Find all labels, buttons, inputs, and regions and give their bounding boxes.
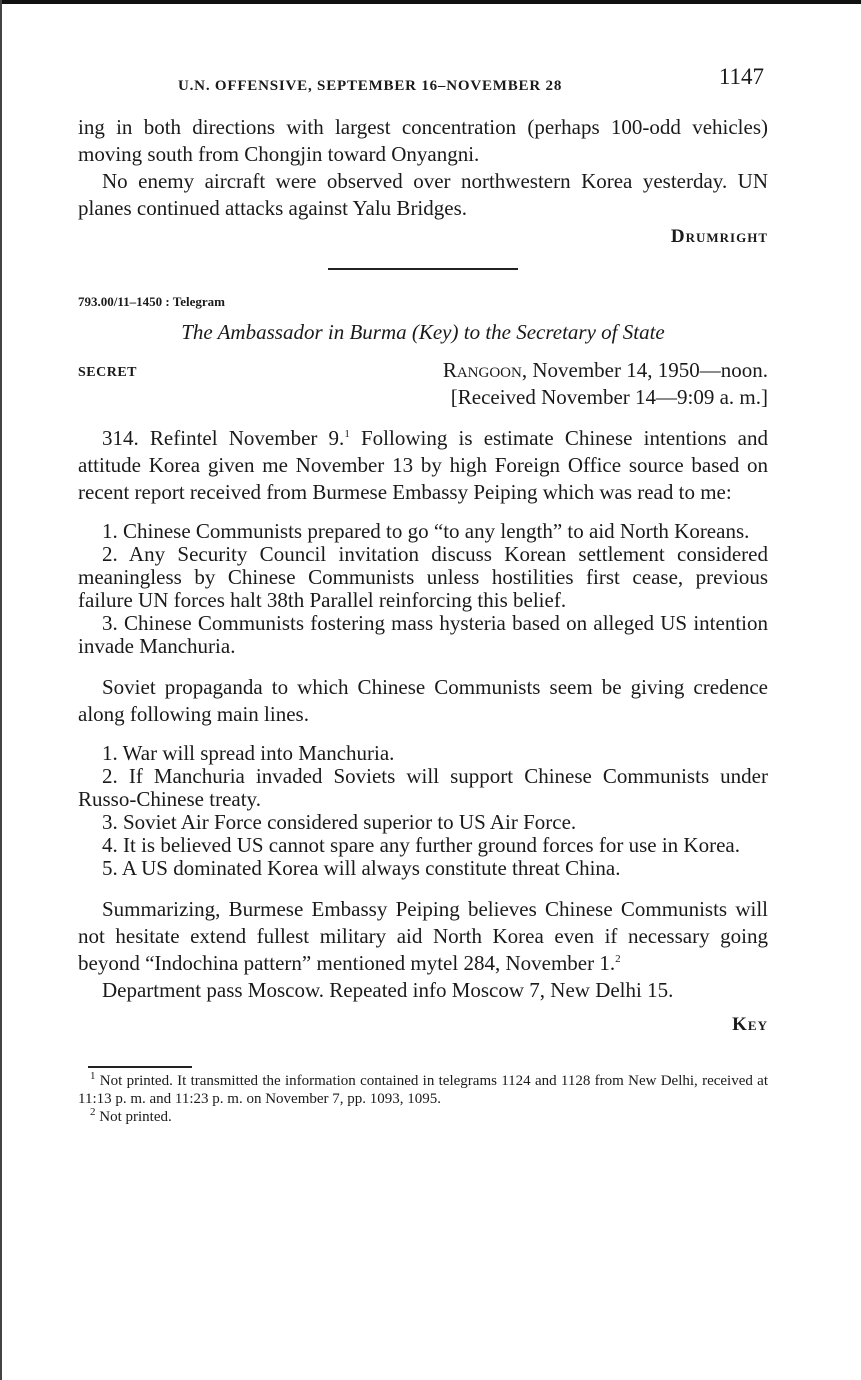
received-line: [Received November 14—9:09 a. m.]: [450, 385, 768, 409]
footnotes: [78, 1072, 768, 1126]
soviet-paragraph: Soviet propaganda to which Chinese Communists seem be giving credence along following main lines.: [78, 675, 768, 726]
footnote-text: Not printed. It transmitted the information contained in telegrams 1124 and 1128 from New Delhi, received at 11:13 p. m. and 11:23 p. m. on November 7, pp. 1093, 1095.: [78, 1073, 769, 1107]
page-body: [78, 114, 768, 1126]
dateline: [443, 357, 768, 384]
running-head: [100, 64, 768, 96]
dateline-place: Rangoon: [442, 358, 522, 382]
page-number: 1147: [718, 64, 764, 89]
running-title: U.N. OFFENSIVE, SEPTEMBER 16–NOVEMBER 28: [178, 78, 563, 94]
page-left-edge: [0, 0, 2, 1380]
dateline-block: [78, 357, 768, 413]
intro-text-a: 314. Refintel November 9.: [102, 426, 345, 450]
page-top-edge: [0, 0, 861, 4]
footnote-mark: 1: [90, 1070, 96, 1082]
list-item: 4. It is believed US cannot spare any further ground forces for use in Korea.: [102, 833, 740, 857]
footnote-1: [78, 1072, 768, 1108]
summary-paragraph: [78, 896, 768, 977]
dateline-date: , November 14, 1950—noon.: [521, 358, 768, 382]
file-number: 793.00/11–1450 : Telegram: [78, 294, 225, 309]
signature-drumright: Drumright: [670, 226, 768, 247]
footnote-text: Not printed.: [99, 1109, 172, 1125]
classification-label: SECRET: [78, 365, 138, 380]
section-divider: [328, 268, 518, 270]
list-item: 3. Soviet Air Force considered superior to US Air Force.: [102, 810, 577, 834]
aircraft-paragraph: No enemy aircraft were observed over northwestern Korea yesterday. UN planes continued attacks against Yalu Bridges.: [78, 169, 768, 220]
signature-key: Key: [732, 1014, 768, 1035]
chinese-intentions-list: [78, 520, 768, 658]
continued-paragraph: ing in both directions with largest concentration (perhaps 100-odd vehicles) moving south from Chongjin toward Onyangni.: [78, 115, 768, 166]
list-item: 2. Any Security Council invitation discuss Korean settlement considered meaningless by Chinese Communists unless hostilities first cease, previous failure UN forces halt 38th Parallel reinforcing this belief.: [78, 542, 768, 612]
footnote-2: [78, 1108, 768, 1126]
footnote-mark: 2: [90, 1106, 96, 1118]
document-title: The Ambassador in Burma (Key) to the Secretary of State: [181, 320, 665, 344]
list-item: 1. War will spread into Manchuria.: [102, 741, 395, 765]
list-item: 5. A US dominated Korea will always constitute threat China.: [102, 856, 621, 880]
list-item: 1. Chinese Communists prepared to go “to any length” to aid North Koreans.: [102, 519, 750, 543]
intro-text-b: Following is estimate Chinese intentions and attitude Korea given me November 13 by high Foreign Office source based on recent report received from Burmese Embassy Peiping which was read to me:: [78, 426, 768, 504]
list-item: 2. If Manchuria invaded Soviets will support Chinese Communists under Russo-Chinese treaty.: [78, 764, 768, 811]
footnote-ref-1: 1: [344, 428, 350, 440]
summary-text: Summarizing, Burmese Embassy Peiping believes Chinese Communists will not hesitate extend fullest military aid North Korea even if necessary going beyond “Indochina pattern” mentioned mytel 284, November 1.: [78, 897, 768, 975]
footnote-ref-2: 2: [615, 953, 621, 965]
intro-paragraph: [78, 425, 768, 506]
closing-paragraph: Department pass Moscow. Repeated info Moscow 7, New Delhi 15.: [102, 978, 674, 1002]
footnote-rule: [88, 1066, 192, 1068]
list-item: 3. Chinese Communists fostering mass hysteria based on alleged US intention invade Manchuria.: [78, 611, 768, 658]
soviet-propaganda-list: [78, 742, 768, 880]
